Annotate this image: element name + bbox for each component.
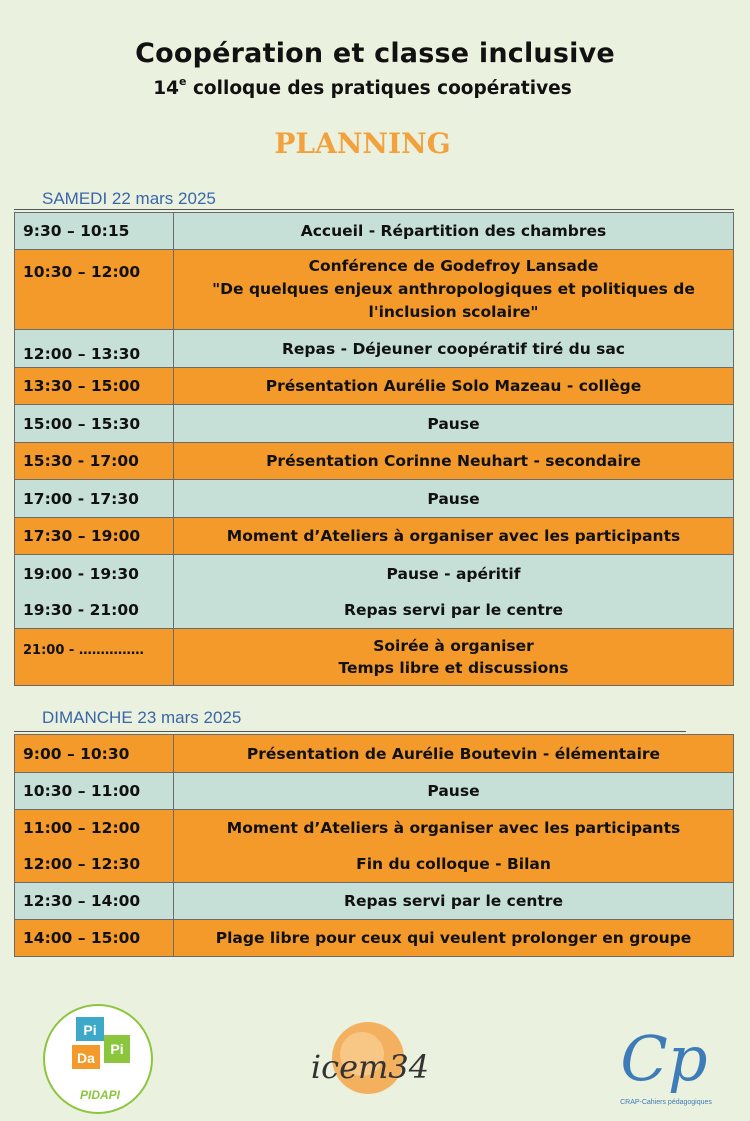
svg-text:icem34: icem34 <box>310 1048 430 1086</box>
activity-cell: Accueil - Répartition des chambres <box>174 213 734 250</box>
time-cell: 12:30 – 14:00 <box>15 883 174 920</box>
table-row <box>15 368 734 405</box>
svg-text:Pi: Pi <box>83 1022 97 1038</box>
table-row <box>15 810 734 883</box>
time-cell: 17:30 – 19:00 <box>15 518 174 555</box>
activity-cell: Pause <box>174 480 734 518</box>
time-cell: 9:00 – 10:30 <box>15 735 174 773</box>
activity-cell: Présentation Aurélie Solo Mazeau - collège <box>174 368 734 405</box>
time-cell: 11:00 – 12:00 12:00 – 12:30 <box>15 810 174 883</box>
time-cell: 17:00 - 17:30 <box>15 480 174 518</box>
time-cell: 12:00 – 13:30 <box>15 330 174 368</box>
svg-text:PIDAPI: PIDAPI <box>79 1088 121 1102</box>
icem34-logo <box>300 1018 440 1102</box>
page-title: Coopération et classe inclusive <box>135 38 615 69</box>
time-cell: 21:00 - …………… <box>15 629 174 686</box>
divider <box>14 209 734 210</box>
activity-cell: Conférence de Godefroy Lansade "De quelques enjeux anthropologiques et politiques de l'inclusion scolaire" <box>174 250 734 330</box>
schedule-table-sunday <box>14 734 734 957</box>
time-cell: 15:00 – 15:30 <box>15 405 174 443</box>
schedule-table-saturday <box>14 212 734 686</box>
activity-cell: Pause - apéritif Repas servi par le centre <box>174 555 734 629</box>
svg-text:CRAP-Cahiers pédagogiques: CRAP-Cahiers pédagogiques <box>620 1099 712 1106</box>
time-cell: 9:30 – 10:15 <box>15 213 174 250</box>
day-heading-saturday: SAMEDI 22 mars 2025 <box>42 189 216 208</box>
table-row <box>15 250 734 330</box>
table-row <box>15 773 734 810</box>
svg-text:Da: Da <box>77 1050 95 1066</box>
divider <box>14 731 686 732</box>
activity-cell: Plage libre pour ceux qui veulent prolonger en groupe <box>174 920 734 957</box>
table-row <box>15 518 734 555</box>
time-cell: 13:30 – 15:00 <box>15 368 174 405</box>
table-row <box>15 920 734 957</box>
day-heading-sunday: DIMANCHE 23 mars 2025 <box>42 708 242 727</box>
table-row <box>15 883 734 920</box>
table-row <box>15 480 734 518</box>
table-row <box>15 405 734 443</box>
activity-cell: Moment d’Ateliers à organiser avec les participants <box>174 518 734 555</box>
activity-cell: Pause <box>174 773 734 810</box>
activity-cell: Soirée à organiser Temps libre et discussions <box>174 629 734 686</box>
table-row <box>15 629 734 686</box>
time-cell: 15:30 - 17:00 <box>15 443 174 480</box>
activity-cell: Repas - Déjeuner coopératif tiré du sac <box>174 330 734 368</box>
activity-cell: Présentation de Aurélie Boutevin - élémentaire <box>174 735 734 773</box>
table-row <box>15 213 734 250</box>
time-cell: 10:30 – 11:00 <box>15 773 174 810</box>
table-row <box>15 330 734 368</box>
activity-cell: Pause <box>174 405 734 443</box>
time-cell: 19:00 - 19:30 19:30 - 21:00 <box>15 555 174 629</box>
activity-cell: Présentation Corinne Neuhart - secondaire <box>174 443 734 480</box>
table-row <box>15 555 734 629</box>
svg-text:Cp: Cp <box>620 1022 708 1095</box>
activity-cell: Repas servi par le centre <box>174 883 734 920</box>
table-row <box>15 735 734 773</box>
time-cell: 14:00 – 15:00 <box>15 920 174 957</box>
page-subtitle: 14e colloque des pratiques coopératives <box>153 75 572 100</box>
pidapi-logo <box>38 1003 158 1115</box>
time-cell: 10:30 – 12:00 <box>15 250 174 330</box>
svg-text:Pi: Pi <box>110 1041 124 1057</box>
table-row <box>15 443 734 480</box>
crap-cahiers-pedagogiques-logo <box>608 1014 726 1110</box>
planning-heading: PLANNING <box>274 127 451 160</box>
activity-cell: Moment d’Ateliers à organiser avec les participants Fin du colloque - Bilan <box>174 810 734 883</box>
